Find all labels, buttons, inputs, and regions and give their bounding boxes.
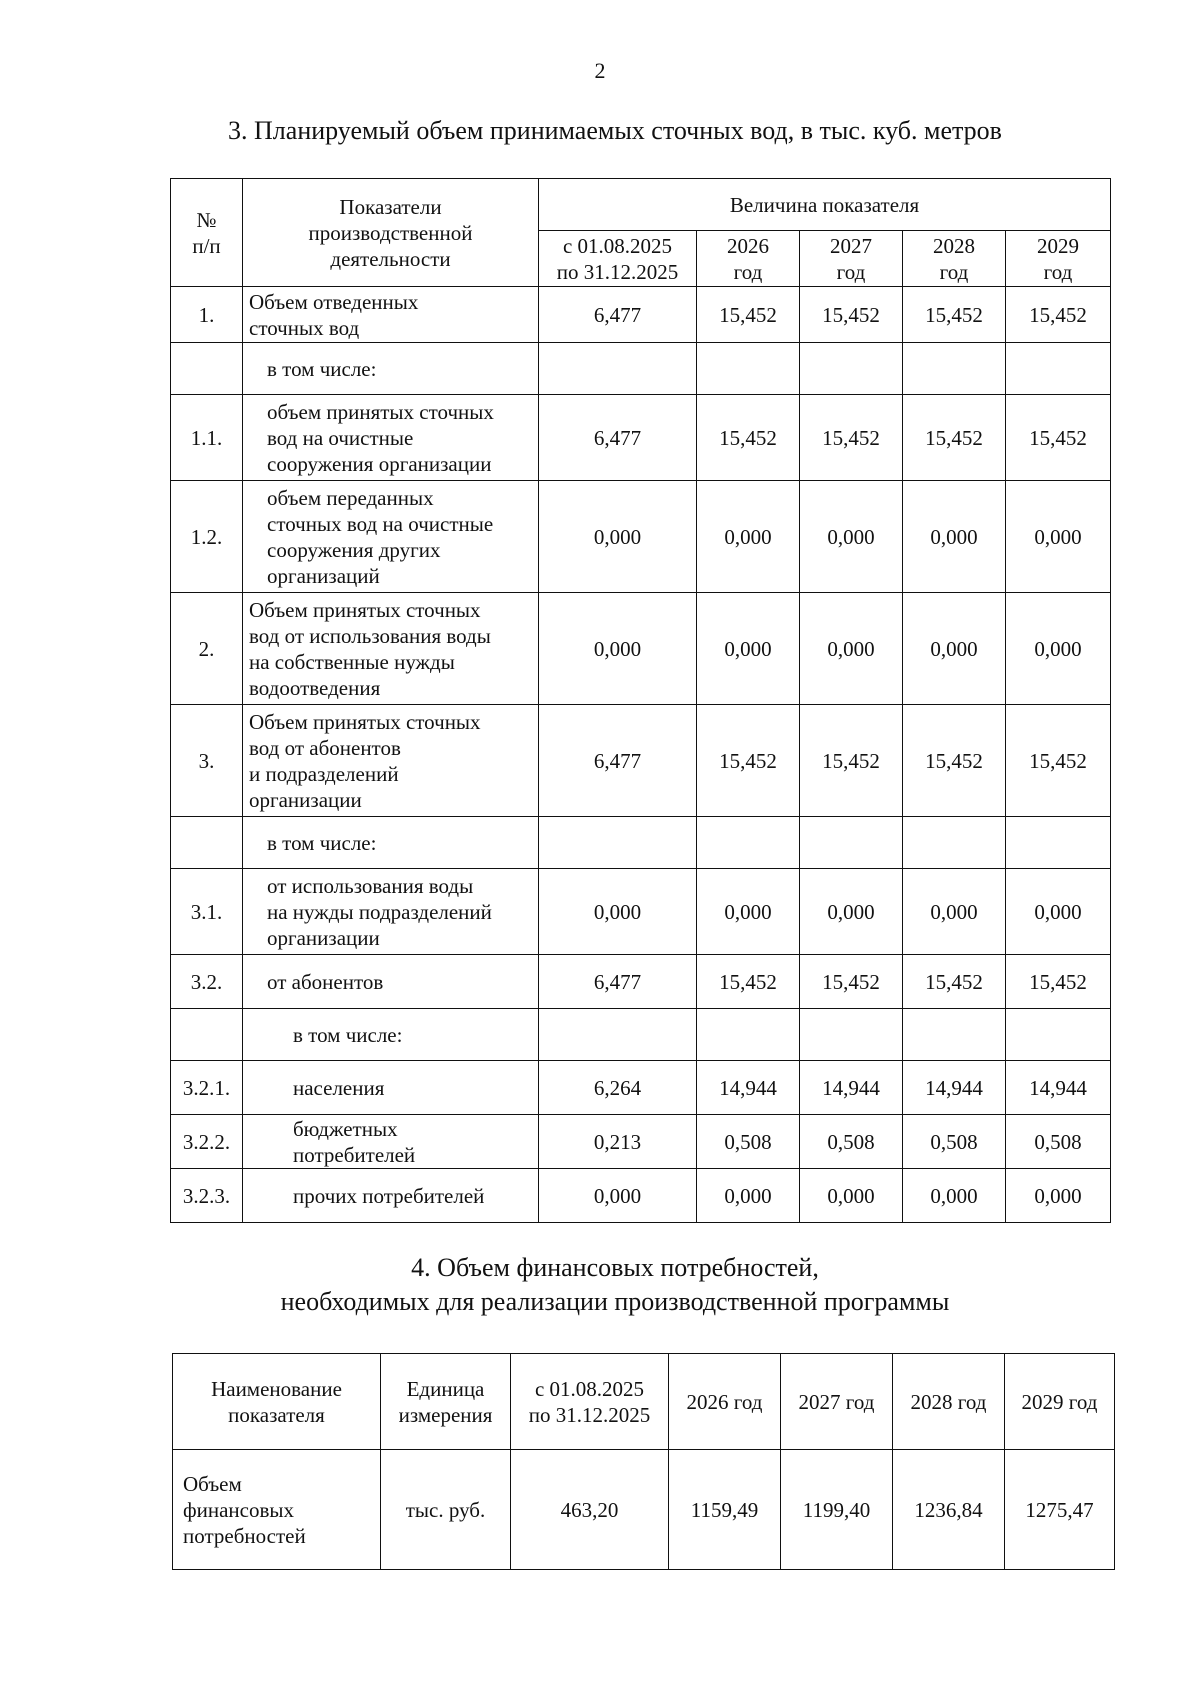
- table-row: [171, 343, 1111, 395]
- row-value: 0,000: [539, 1169, 697, 1223]
- row-number: 3.2.1.: [171, 1061, 243, 1115]
- header-period: 2029 год: [1006, 231, 1111, 287]
- row-value: 14,944: [1006, 1061, 1111, 1115]
- row-value: 0,000: [697, 1169, 800, 1223]
- wastewater-volume-table: [170, 178, 1111, 1223]
- row-value: [903, 817, 1006, 869]
- row-value: [1006, 817, 1111, 869]
- row-value: [903, 343, 1006, 395]
- header-indicator-name: Наименование показателя: [173, 1354, 381, 1450]
- row-value: 0,000: [1006, 481, 1111, 593]
- row-value: 6,264: [539, 1061, 697, 1115]
- row-label: прочих потребителей: [243, 1169, 539, 1223]
- row-number: 1.1.: [171, 395, 243, 481]
- row-value: [1006, 343, 1111, 395]
- row-label: бюджетных потребителей: [243, 1115, 539, 1169]
- row-value: [697, 343, 800, 395]
- row-value: 15,452: [697, 287, 800, 343]
- row-number: 2.: [171, 593, 243, 705]
- row-value: 0,000: [539, 593, 697, 705]
- row-label: от использования воды на нужды подразделений организации: [243, 869, 539, 955]
- row-value: 0,508: [903, 1115, 1006, 1169]
- row-label: населения: [243, 1061, 539, 1115]
- header-period: 2026 год: [697, 231, 800, 287]
- section-4-title: 4. Объем финансовых потребностей, необходимых для реализации производственной программы: [280, 1253, 950, 1316]
- row-value: 0,000: [903, 1169, 1006, 1223]
- row-value: 0,000: [800, 481, 903, 593]
- table-row: [171, 395, 1111, 481]
- table-row: [171, 1061, 1111, 1115]
- row-value: 15,452: [697, 705, 800, 817]
- row-number: 3.2.3.: [171, 1169, 243, 1223]
- row-value: 0,000: [539, 869, 697, 955]
- row-value: 0,508: [1006, 1115, 1111, 1169]
- table-row: [171, 287, 1111, 343]
- row-value: 6,477: [539, 395, 697, 481]
- row-unit: тыс. руб.: [381, 1450, 511, 1570]
- row-value: 0,000: [800, 869, 903, 955]
- header-period: 2026 год: [669, 1354, 781, 1450]
- row-value: 15,452: [800, 705, 903, 817]
- row-label: Объем принятых сточных вод от использования воды на собственные нужды водоотведения: [243, 593, 539, 705]
- row-value: [697, 817, 800, 869]
- row-value: 0,000: [800, 1169, 903, 1223]
- header-period: с 01.08.2025 по 31.12.2025: [539, 231, 697, 287]
- row-number: 3.1.: [171, 869, 243, 955]
- row-value: 1275,47: [1005, 1450, 1115, 1570]
- row-number: [171, 343, 243, 395]
- row-value: 0,508: [697, 1115, 800, 1169]
- row-label: в том числе:: [243, 817, 539, 869]
- row-value: [539, 817, 697, 869]
- row-value: 15,452: [800, 287, 903, 343]
- row-number: 3.2.: [171, 955, 243, 1009]
- header-indicator: Показатели производственной деятельности: [243, 179, 539, 287]
- row-label: в том числе:: [243, 1009, 539, 1061]
- table-row: [173, 1450, 1115, 1570]
- row-value: 14,944: [903, 1061, 1006, 1115]
- row-number: 1.: [171, 287, 243, 343]
- row-value: 15,452: [903, 955, 1006, 1009]
- row-number: [171, 1009, 243, 1061]
- row-label: Объем финансовых потребностей: [173, 1450, 381, 1570]
- row-value: 15,452: [800, 395, 903, 481]
- row-label: Объем отведенных сточных вод: [243, 287, 539, 343]
- row-value: 6,477: [539, 287, 697, 343]
- row-value: 0,508: [800, 1115, 903, 1169]
- row-value: 0,000: [697, 593, 800, 705]
- row-value: 0,000: [697, 481, 800, 593]
- row-value: 15,452: [1006, 395, 1111, 481]
- page-number: 2: [594, 58, 606, 83]
- row-value: 0,213: [539, 1115, 697, 1169]
- row-value: 0,000: [539, 481, 697, 593]
- row-value: 0,000: [697, 869, 800, 955]
- row-label: объем переданных сточных вод на очистные сооружения других организаций: [243, 481, 539, 593]
- row-value: 0,000: [1006, 1169, 1111, 1223]
- table-row: [171, 705, 1111, 817]
- table-row: [171, 955, 1111, 1009]
- row-value: 0,000: [1006, 593, 1111, 705]
- row-label: от абонентов: [243, 955, 539, 1009]
- row-value: 0,000: [903, 593, 1006, 705]
- row-value: [800, 817, 903, 869]
- header-unit: Единица измерения: [381, 1354, 511, 1450]
- row-value: 15,452: [697, 955, 800, 1009]
- header-period: 2027 год: [800, 231, 903, 287]
- row-value: [697, 1009, 800, 1061]
- row-value: 1236,84: [893, 1450, 1005, 1570]
- table-row: [171, 593, 1111, 705]
- row-value: 15,452: [697, 395, 800, 481]
- row-value: [1006, 1009, 1111, 1061]
- row-value: 1199,40: [781, 1450, 893, 1570]
- header-period: 2029 год: [1005, 1354, 1115, 1450]
- header-period: 2028 год: [893, 1354, 1005, 1450]
- row-number: 1.2.: [171, 481, 243, 593]
- row-label: объем принятых сточных вод на очистные сооружения организации: [243, 395, 539, 481]
- row-value: 6,477: [539, 955, 697, 1009]
- row-value: 0,000: [1006, 869, 1111, 955]
- row-label: в том числе:: [243, 343, 539, 395]
- row-value: [539, 1009, 697, 1061]
- row-value: [800, 343, 903, 395]
- table-row: [171, 1115, 1111, 1169]
- row-value: 15,452: [1006, 287, 1111, 343]
- row-value: 0,000: [903, 869, 1006, 955]
- header-period: с 01.08.2025 по 31.12.2025: [511, 1354, 669, 1450]
- header-num: № п/п: [171, 179, 243, 287]
- row-value: 15,452: [903, 395, 1006, 481]
- row-value: [800, 1009, 903, 1061]
- row-value: 14,944: [800, 1061, 903, 1115]
- row-value: 1159,49: [669, 1450, 781, 1570]
- row-value: 15,452: [800, 955, 903, 1009]
- table-body: [171, 287, 1111, 1223]
- header-period: 2028 год: [903, 231, 1006, 287]
- row-value: 15,452: [1006, 705, 1111, 817]
- table-row: [171, 1169, 1111, 1223]
- row-value: 15,452: [903, 287, 1006, 343]
- table-row: [171, 817, 1111, 869]
- table-row: [171, 869, 1111, 955]
- row-number: 3.2.2.: [171, 1115, 243, 1169]
- row-value: [903, 1009, 1006, 1061]
- row-value: 15,452: [1006, 955, 1111, 1009]
- row-number: 3.: [171, 705, 243, 817]
- row-value: 14,944: [697, 1061, 800, 1115]
- row-label: Объем принятых сточных вод от абонентов и подразделений организации: [243, 705, 539, 817]
- row-value: 0,000: [800, 593, 903, 705]
- row-value: 6,477: [539, 705, 697, 817]
- row-value: 0,000: [903, 481, 1006, 593]
- table-row: [171, 481, 1111, 593]
- row-number: [171, 817, 243, 869]
- table-row: [171, 1009, 1111, 1061]
- header-value-group: Величина показателя: [539, 179, 1111, 231]
- row-value: 15,452: [903, 705, 1006, 817]
- header-period: 2027 год: [781, 1354, 893, 1450]
- row-value: [539, 343, 697, 395]
- row-value: 463,20: [511, 1450, 669, 1570]
- section-3-title: 3. Планируемый объем принимаемых сточных вод, в тыс. куб. метров: [228, 116, 1002, 145]
- financial-needs-table: [172, 1353, 1115, 1570]
